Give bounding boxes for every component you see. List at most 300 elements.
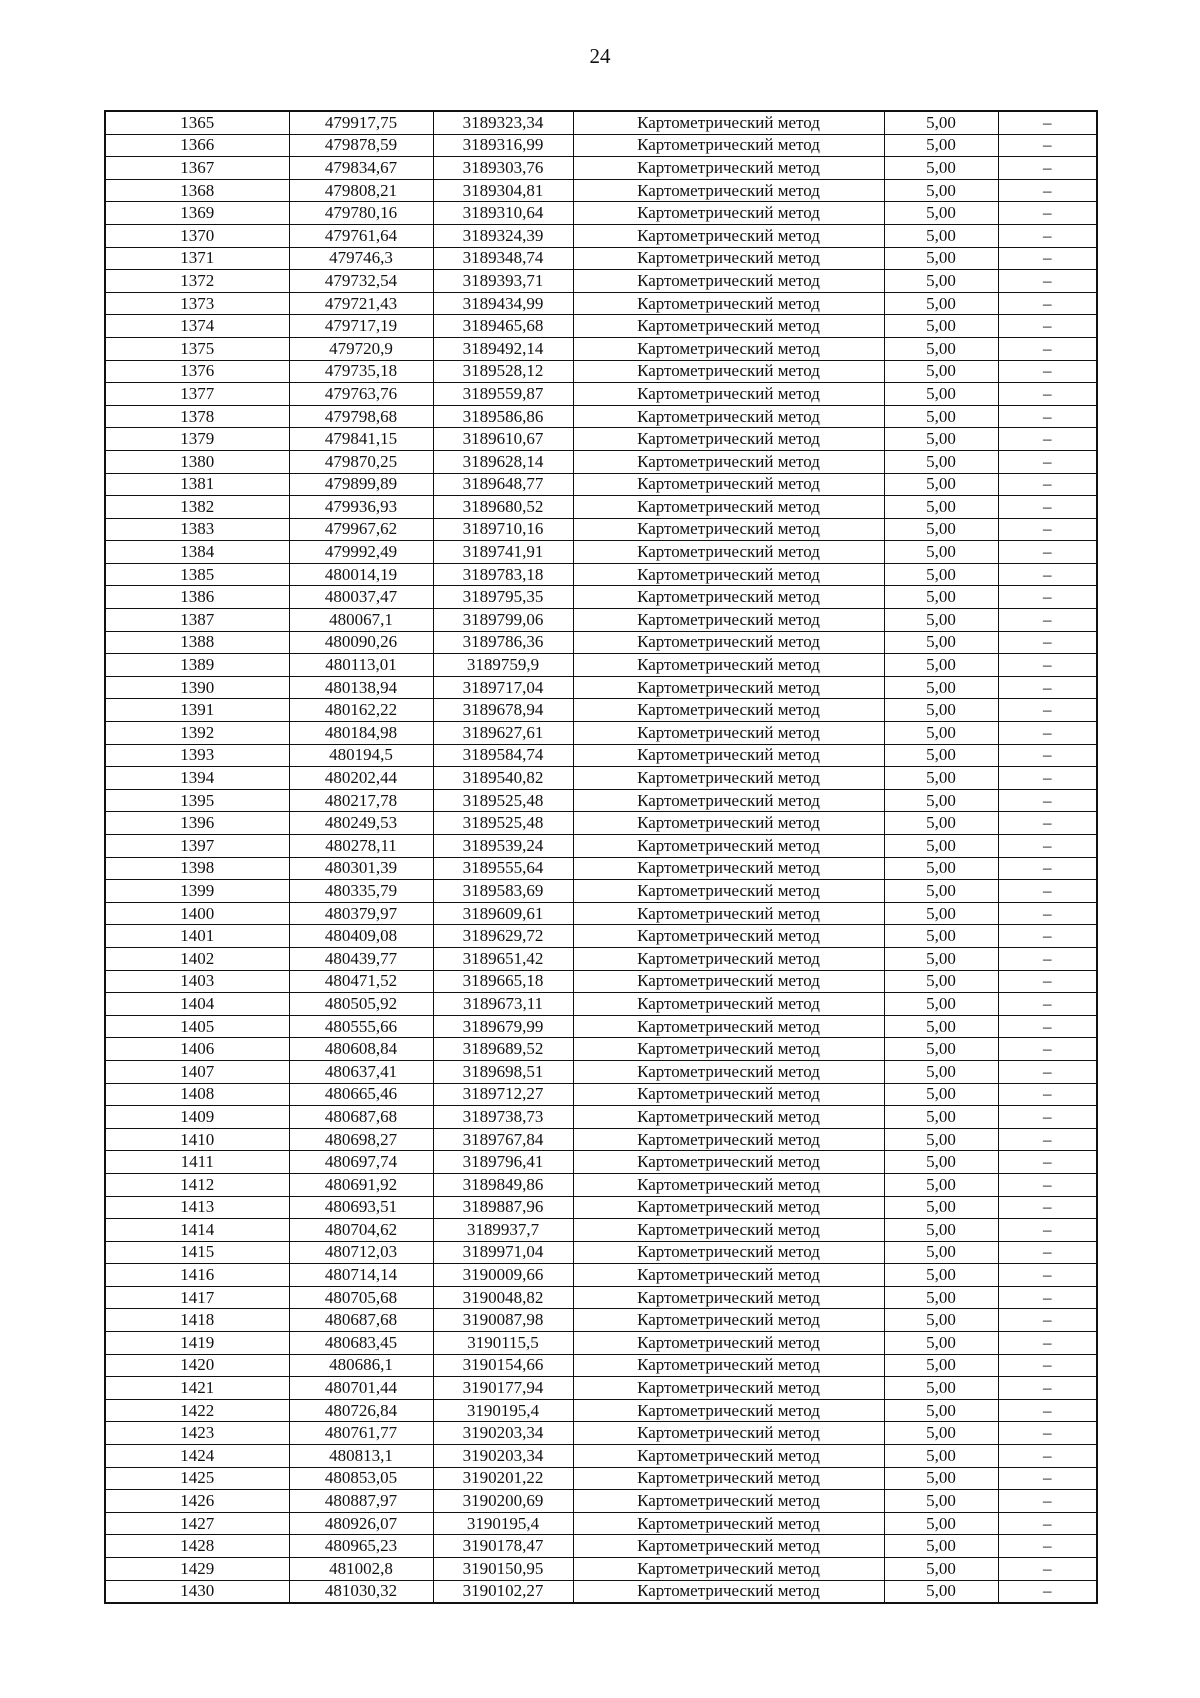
y-coordinate-cell: 3190200,69 bbox=[433, 1490, 573, 1513]
description-cell: – bbox=[998, 699, 1097, 722]
point-number-cell: 1399 bbox=[105, 880, 289, 903]
x-coordinate-cell: 480335,79 bbox=[289, 880, 433, 903]
y-coordinate-cell: 3189540,82 bbox=[433, 767, 573, 790]
accuracy-cell: 5,00 bbox=[884, 1309, 998, 1332]
method-cell: Картометрический метод bbox=[573, 270, 884, 293]
accuracy-cell: 5,00 bbox=[884, 1580, 998, 1603]
description-cell: – bbox=[998, 993, 1097, 1016]
accuracy-cell: 5,00 bbox=[884, 1151, 998, 1174]
table-row bbox=[105, 676, 1097, 699]
y-coordinate-cell: 3189528,12 bbox=[433, 360, 573, 383]
y-coordinate-cell: 3189609,61 bbox=[433, 902, 573, 925]
x-coordinate-cell: 480301,39 bbox=[289, 857, 433, 880]
y-coordinate-cell: 3190102,27 bbox=[433, 1580, 573, 1603]
method-cell: Картометрический метод bbox=[573, 315, 884, 338]
y-coordinate-cell: 3190178,47 bbox=[433, 1535, 573, 1558]
description-cell: – bbox=[998, 292, 1097, 315]
point-number-cell: 1429 bbox=[105, 1558, 289, 1581]
table-row bbox=[105, 1332, 1097, 1355]
description-cell: – bbox=[998, 654, 1097, 677]
y-coordinate-cell: 3190154,66 bbox=[433, 1354, 573, 1377]
x-coordinate-cell: 479841,15 bbox=[289, 428, 433, 451]
accuracy-cell: 5,00 bbox=[884, 902, 998, 925]
x-coordinate-cell: 480113,01 bbox=[289, 654, 433, 677]
table-row bbox=[105, 541, 1097, 564]
method-cell: Картометрический метод bbox=[573, 1264, 884, 1287]
point-number-cell: 1389 bbox=[105, 654, 289, 677]
y-coordinate-cell: 3189492,14 bbox=[433, 337, 573, 360]
y-coordinate-cell: 3189555,64 bbox=[433, 857, 573, 880]
y-coordinate-cell: 3190195,4 bbox=[433, 1512, 573, 1535]
accuracy-cell: 5,00 bbox=[884, 631, 998, 654]
method-cell: Картометрический метод bbox=[573, 586, 884, 609]
method-cell: Картометрический метод bbox=[573, 1083, 884, 1106]
y-coordinate-cell: 3189937,7 bbox=[433, 1219, 573, 1242]
y-coordinate-cell: 3189767,84 bbox=[433, 1128, 573, 1151]
accuracy-cell: 5,00 bbox=[884, 609, 998, 632]
point-number-cell: 1413 bbox=[105, 1196, 289, 1219]
method-cell: Картометрический метод bbox=[573, 428, 884, 451]
table-row bbox=[105, 1173, 1097, 1196]
description-cell: – bbox=[998, 315, 1097, 338]
point-number-cell: 1396 bbox=[105, 812, 289, 835]
method-cell: Картометрический метод bbox=[573, 1015, 884, 1038]
table-row bbox=[105, 1241, 1097, 1264]
description-cell: – bbox=[998, 1264, 1097, 1287]
method-cell: Картометрический метод bbox=[573, 812, 884, 835]
method-cell: Картометрический метод bbox=[573, 1399, 884, 1422]
description-cell: – bbox=[998, 609, 1097, 632]
y-coordinate-cell: 3190150,95 bbox=[433, 1558, 573, 1581]
description-cell: – bbox=[998, 1467, 1097, 1490]
point-number-cell: 1416 bbox=[105, 1264, 289, 1287]
description-cell: – bbox=[998, 902, 1097, 925]
y-coordinate-cell: 3190177,94 bbox=[433, 1377, 573, 1400]
accuracy-cell: 5,00 bbox=[884, 1264, 998, 1287]
table-row bbox=[105, 450, 1097, 473]
method-cell: Картометрический метод bbox=[573, 1286, 884, 1309]
table-row bbox=[105, 1422, 1097, 1445]
accuracy-cell: 5,00 bbox=[884, 1286, 998, 1309]
accuracy-cell: 5,00 bbox=[884, 744, 998, 767]
method-cell: Картометрический метод bbox=[573, 292, 884, 315]
x-coordinate-cell: 481030,32 bbox=[289, 1580, 433, 1603]
description-cell: – bbox=[998, 1241, 1097, 1264]
y-coordinate-cell: 3189738,73 bbox=[433, 1106, 573, 1129]
page-number: 24 bbox=[589, 44, 611, 68]
method-cell: Картометрический метод bbox=[573, 744, 884, 767]
table-row bbox=[105, 1354, 1097, 1377]
table-row bbox=[105, 337, 1097, 360]
y-coordinate-cell: 3189539,24 bbox=[433, 835, 573, 858]
x-coordinate-cell: 480761,77 bbox=[289, 1422, 433, 1445]
method-cell: Картометрический метод bbox=[573, 360, 884, 383]
point-number-cell: 1385 bbox=[105, 563, 289, 586]
accuracy-cell: 5,00 bbox=[884, 1467, 998, 1490]
description-cell: – bbox=[998, 1309, 1097, 1332]
x-coordinate-cell: 479798,68 bbox=[289, 405, 433, 428]
point-number-cell: 1424 bbox=[105, 1445, 289, 1468]
y-coordinate-cell: 3189559,87 bbox=[433, 383, 573, 406]
x-coordinate-cell: 480965,23 bbox=[289, 1535, 433, 1558]
y-coordinate-cell: 3189525,48 bbox=[433, 812, 573, 835]
table-row bbox=[105, 857, 1097, 880]
accuracy-cell: 5,00 bbox=[884, 857, 998, 880]
x-coordinate-cell: 479763,76 bbox=[289, 383, 433, 406]
table-row bbox=[105, 360, 1097, 383]
method-cell: Картометрический метод bbox=[573, 202, 884, 225]
x-coordinate-cell: 479746,3 bbox=[289, 247, 433, 270]
table-row bbox=[105, 1106, 1097, 1129]
x-coordinate-cell: 480726,84 bbox=[289, 1399, 433, 1422]
x-coordinate-cell: 480705,68 bbox=[289, 1286, 433, 1309]
description-cell: – bbox=[998, 1377, 1097, 1400]
accuracy-cell: 5,00 bbox=[884, 1377, 998, 1400]
table-row bbox=[105, 1219, 1097, 1242]
accuracy-cell: 5,00 bbox=[884, 947, 998, 970]
description-cell: – bbox=[998, 1512, 1097, 1535]
x-coordinate-cell: 480813,1 bbox=[289, 1445, 433, 1468]
accuracy-cell: 5,00 bbox=[884, 1535, 998, 1558]
point-number-cell: 1409 bbox=[105, 1106, 289, 1129]
point-number-cell: 1365 bbox=[105, 111, 289, 134]
method-cell: Картометрический метод bbox=[573, 383, 884, 406]
accuracy-cell: 5,00 bbox=[884, 993, 998, 1016]
accuracy-cell: 5,00 bbox=[884, 1558, 998, 1581]
table-row bbox=[105, 835, 1097, 858]
y-coordinate-cell: 3190115,5 bbox=[433, 1332, 573, 1355]
method-cell: Картометрический метод bbox=[573, 722, 884, 745]
point-number-cell: 1428 bbox=[105, 1535, 289, 1558]
table-row bbox=[105, 586, 1097, 609]
description-cell: – bbox=[998, 179, 1097, 202]
description-cell: – bbox=[998, 1490, 1097, 1513]
method-cell: Картометрический метод bbox=[573, 1558, 884, 1581]
point-number-cell: 1421 bbox=[105, 1377, 289, 1400]
y-coordinate-cell: 3189680,52 bbox=[433, 496, 573, 519]
point-number-cell: 1400 bbox=[105, 902, 289, 925]
point-number-cell: 1398 bbox=[105, 857, 289, 880]
table-row bbox=[105, 970, 1097, 993]
accuracy-cell: 5,00 bbox=[884, 880, 998, 903]
description-cell: – bbox=[998, 789, 1097, 812]
description-cell: – bbox=[998, 1399, 1097, 1422]
description-cell: – bbox=[998, 157, 1097, 180]
method-cell: Картометрический метод bbox=[573, 1151, 884, 1174]
description-cell: – bbox=[998, 767, 1097, 790]
method-cell: Картометрический метод bbox=[573, 1332, 884, 1355]
point-number-cell: 1408 bbox=[105, 1083, 289, 1106]
accuracy-cell: 5,00 bbox=[884, 1128, 998, 1151]
table-row bbox=[105, 247, 1097, 270]
y-coordinate-cell: 3189303,76 bbox=[433, 157, 573, 180]
method-cell: Картометрический метод bbox=[573, 1106, 884, 1129]
method-cell: Картометрический метод bbox=[573, 179, 884, 202]
table-row bbox=[105, 405, 1097, 428]
accuracy-cell: 5,00 bbox=[884, 722, 998, 745]
point-number-cell: 1387 bbox=[105, 609, 289, 632]
table-row bbox=[105, 812, 1097, 835]
point-number-cell: 1402 bbox=[105, 947, 289, 970]
point-number-cell: 1366 bbox=[105, 134, 289, 157]
method-cell: Картометрический метод bbox=[573, 1309, 884, 1332]
method-cell: Картометрический метод bbox=[573, 925, 884, 948]
y-coordinate-cell: 3189651,42 bbox=[433, 947, 573, 970]
y-coordinate-cell: 3189584,74 bbox=[433, 744, 573, 767]
table-row bbox=[105, 134, 1097, 157]
accuracy-cell: 5,00 bbox=[884, 925, 998, 948]
table-row bbox=[105, 654, 1097, 677]
table-row bbox=[105, 292, 1097, 315]
method-cell: Картометрический метод bbox=[573, 1490, 884, 1513]
x-coordinate-cell: 479808,21 bbox=[289, 179, 433, 202]
x-coordinate-cell: 481002,8 bbox=[289, 1558, 433, 1581]
description-cell: – bbox=[998, 1558, 1097, 1581]
accuracy-cell: 5,00 bbox=[884, 450, 998, 473]
y-coordinate-cell: 3189310,64 bbox=[433, 202, 573, 225]
accuracy-cell: 5,00 bbox=[884, 970, 998, 993]
x-coordinate-cell: 480278,11 bbox=[289, 835, 433, 858]
x-coordinate-cell: 479917,75 bbox=[289, 111, 433, 134]
point-number-cell: 1391 bbox=[105, 699, 289, 722]
accuracy-cell: 5,00 bbox=[884, 315, 998, 338]
description-cell: – bbox=[998, 1580, 1097, 1603]
table-row bbox=[105, 947, 1097, 970]
accuracy-cell: 5,00 bbox=[884, 360, 998, 383]
x-coordinate-cell: 479732,54 bbox=[289, 270, 433, 293]
x-coordinate-cell: 479834,67 bbox=[289, 157, 433, 180]
description-cell: – bbox=[998, 1219, 1097, 1242]
description-cell: – bbox=[998, 744, 1097, 767]
description-cell: – bbox=[998, 1106, 1097, 1129]
method-cell: Картометрический метод bbox=[573, 541, 884, 564]
y-coordinate-cell: 3189759,9 bbox=[433, 654, 573, 677]
x-coordinate-cell: 480697,74 bbox=[289, 1151, 433, 1174]
table-row bbox=[105, 880, 1097, 903]
table-row bbox=[105, 1580, 1097, 1603]
x-coordinate-cell: 479761,64 bbox=[289, 224, 433, 247]
description-cell: – bbox=[998, 1038, 1097, 1061]
description-cell: – bbox=[998, 405, 1097, 428]
y-coordinate-cell: 3189586,86 bbox=[433, 405, 573, 428]
x-coordinate-cell: 479936,93 bbox=[289, 496, 433, 519]
accuracy-cell: 5,00 bbox=[884, 1219, 998, 1242]
method-cell: Картометрический метод bbox=[573, 473, 884, 496]
table-row bbox=[105, 767, 1097, 790]
description-cell: – bbox=[998, 631, 1097, 654]
point-number-cell: 1414 bbox=[105, 1219, 289, 1242]
method-cell: Картометрический метод bbox=[573, 496, 884, 519]
method-cell: Картометрический метод bbox=[573, 1128, 884, 1151]
table-row bbox=[105, 1512, 1097, 1535]
point-number-cell: 1380 bbox=[105, 450, 289, 473]
description-cell: – bbox=[998, 1083, 1097, 1106]
accuracy-cell: 5,00 bbox=[884, 835, 998, 858]
x-coordinate-cell: 479735,18 bbox=[289, 360, 433, 383]
point-number-cell: 1417 bbox=[105, 1286, 289, 1309]
accuracy-cell: 5,00 bbox=[884, 1512, 998, 1535]
accuracy-cell: 5,00 bbox=[884, 699, 998, 722]
description-cell: – bbox=[998, 722, 1097, 745]
accuracy-cell: 5,00 bbox=[884, 586, 998, 609]
accuracy-cell: 5,00 bbox=[884, 1354, 998, 1377]
y-coordinate-cell: 3189316,99 bbox=[433, 134, 573, 157]
y-coordinate-cell: 3189971,04 bbox=[433, 1241, 573, 1264]
y-coordinate-cell: 3189799,06 bbox=[433, 609, 573, 632]
x-coordinate-cell: 479870,25 bbox=[289, 450, 433, 473]
y-coordinate-cell: 3190203,34 bbox=[433, 1422, 573, 1445]
description-cell: – bbox=[998, 1196, 1097, 1219]
y-coordinate-cell: 3189795,35 bbox=[433, 586, 573, 609]
description-cell: – bbox=[998, 1060, 1097, 1083]
y-coordinate-cell: 3189689,52 bbox=[433, 1038, 573, 1061]
x-coordinate-cell: 480712,03 bbox=[289, 1241, 433, 1264]
description-cell: – bbox=[998, 111, 1097, 134]
y-coordinate-cell: 3190048,82 bbox=[433, 1286, 573, 1309]
point-number-cell: 1395 bbox=[105, 789, 289, 812]
method-cell: Картометрический метод bbox=[573, 1354, 884, 1377]
method-cell: Картометрический метод bbox=[573, 902, 884, 925]
description-cell: – bbox=[998, 835, 1097, 858]
x-coordinate-cell: 480693,51 bbox=[289, 1196, 433, 1219]
x-coordinate-cell: 480926,07 bbox=[289, 1512, 433, 1535]
y-coordinate-cell: 3189583,69 bbox=[433, 880, 573, 903]
table-row bbox=[105, 1015, 1097, 1038]
method-cell: Картометрический метод bbox=[573, 111, 884, 134]
point-number-cell: 1388 bbox=[105, 631, 289, 654]
description-cell: – bbox=[998, 1422, 1097, 1445]
method-cell: Картометрический метод bbox=[573, 970, 884, 993]
point-number-cell: 1397 bbox=[105, 835, 289, 858]
method-cell: Картометрический метод bbox=[573, 224, 884, 247]
method-cell: Картометрический метод bbox=[573, 247, 884, 270]
method-cell: Картометрический метод bbox=[573, 1219, 884, 1242]
accuracy-cell: 5,00 bbox=[884, 1241, 998, 1264]
description-cell: – bbox=[998, 970, 1097, 993]
accuracy-cell: 5,00 bbox=[884, 179, 998, 202]
point-number-cell: 1403 bbox=[105, 970, 289, 993]
y-coordinate-cell: 3189796,41 bbox=[433, 1151, 573, 1174]
table-row bbox=[105, 496, 1097, 519]
table-row bbox=[105, 473, 1097, 496]
y-coordinate-cell: 3189849,86 bbox=[433, 1173, 573, 1196]
description-cell: – bbox=[998, 1015, 1097, 1038]
x-coordinate-cell: 480202,44 bbox=[289, 767, 433, 790]
method-cell: Картометрический метод bbox=[573, 880, 884, 903]
description-cell: – bbox=[998, 134, 1097, 157]
x-coordinate-cell: 480887,97 bbox=[289, 1490, 433, 1513]
point-number-cell: 1415 bbox=[105, 1241, 289, 1264]
method-cell: Картометрический метод bbox=[573, 134, 884, 157]
point-number-cell: 1373 bbox=[105, 292, 289, 315]
accuracy-cell: 5,00 bbox=[884, 1038, 998, 1061]
table-row bbox=[105, 428, 1097, 451]
x-coordinate-cell: 480379,97 bbox=[289, 902, 433, 925]
x-coordinate-cell: 480138,94 bbox=[289, 676, 433, 699]
accuracy-cell: 5,00 bbox=[884, 1445, 998, 1468]
x-coordinate-cell: 479878,59 bbox=[289, 134, 433, 157]
point-number-cell: 1377 bbox=[105, 383, 289, 406]
point-number-cell: 1390 bbox=[105, 676, 289, 699]
table-row bbox=[105, 383, 1097, 406]
point-number-cell: 1382 bbox=[105, 496, 289, 519]
table-row bbox=[105, 157, 1097, 180]
table-row bbox=[105, 1128, 1097, 1151]
accuracy-cell: 5,00 bbox=[884, 654, 998, 677]
accuracy-cell: 5,00 bbox=[884, 518, 998, 541]
y-coordinate-cell: 3189434,99 bbox=[433, 292, 573, 315]
point-number-cell: 1369 bbox=[105, 202, 289, 225]
point-number-cell: 1420 bbox=[105, 1354, 289, 1377]
description-cell: – bbox=[998, 337, 1097, 360]
description-cell: – bbox=[998, 563, 1097, 586]
method-cell: Картометрический метод bbox=[573, 631, 884, 654]
description-cell: – bbox=[998, 450, 1097, 473]
method-cell: Картометрический метод bbox=[573, 337, 884, 360]
x-coordinate-cell: 480637,41 bbox=[289, 1060, 433, 1083]
description-cell: – bbox=[998, 925, 1097, 948]
method-cell: Картометрический метод bbox=[573, 676, 884, 699]
accuracy-cell: 5,00 bbox=[884, 270, 998, 293]
accuracy-cell: 5,00 bbox=[884, 1083, 998, 1106]
description-cell: – bbox=[998, 360, 1097, 383]
accuracy-cell: 5,00 bbox=[884, 1399, 998, 1422]
description-cell: – bbox=[998, 812, 1097, 835]
y-coordinate-cell: 3190203,34 bbox=[433, 1445, 573, 1468]
y-coordinate-cell: 3189698,51 bbox=[433, 1060, 573, 1083]
point-number-cell: 1426 bbox=[105, 1490, 289, 1513]
point-number-cell: 1407 bbox=[105, 1060, 289, 1083]
method-cell: Картометрический метод bbox=[573, 1060, 884, 1083]
y-coordinate-cell: 3189678,94 bbox=[433, 699, 573, 722]
table-row bbox=[105, 1467, 1097, 1490]
description-cell: – bbox=[998, 1354, 1097, 1377]
description-cell: – bbox=[998, 518, 1097, 541]
x-coordinate-cell: 480704,62 bbox=[289, 1219, 433, 1242]
x-coordinate-cell: 480162,22 bbox=[289, 699, 433, 722]
y-coordinate-cell: 3189648,77 bbox=[433, 473, 573, 496]
x-coordinate-cell: 480608,84 bbox=[289, 1038, 433, 1061]
method-cell: Картометрический метод bbox=[573, 609, 884, 632]
accuracy-cell: 5,00 bbox=[884, 676, 998, 699]
x-coordinate-cell: 480067,1 bbox=[289, 609, 433, 632]
y-coordinate-cell: 3190009,66 bbox=[433, 1264, 573, 1287]
method-cell: Картометрический метод bbox=[573, 1173, 884, 1196]
x-coordinate-cell: 480194,5 bbox=[289, 744, 433, 767]
x-coordinate-cell: 480701,44 bbox=[289, 1377, 433, 1400]
y-coordinate-cell: 3189465,68 bbox=[433, 315, 573, 338]
y-coordinate-cell: 3189786,36 bbox=[433, 631, 573, 654]
accuracy-cell: 5,00 bbox=[884, 157, 998, 180]
table-row bbox=[105, 902, 1097, 925]
method-cell: Картометрический метод bbox=[573, 1445, 884, 1468]
table-row bbox=[105, 224, 1097, 247]
y-coordinate-cell: 3189610,67 bbox=[433, 428, 573, 451]
point-number-cell: 1422 bbox=[105, 1399, 289, 1422]
method-cell: Картометрический метод bbox=[573, 563, 884, 586]
x-coordinate-cell: 480184,98 bbox=[289, 722, 433, 745]
x-coordinate-cell: 480037,47 bbox=[289, 586, 433, 609]
table-row bbox=[105, 1264, 1097, 1287]
description-cell: – bbox=[998, 676, 1097, 699]
point-number-cell: 1412 bbox=[105, 1173, 289, 1196]
method-cell: Картометрический метод bbox=[573, 450, 884, 473]
table-row bbox=[105, 1196, 1097, 1219]
y-coordinate-cell: 3189323,34 bbox=[433, 111, 573, 134]
y-coordinate-cell: 3189348,74 bbox=[433, 247, 573, 270]
table-row bbox=[105, 609, 1097, 632]
description-cell: – bbox=[998, 857, 1097, 880]
